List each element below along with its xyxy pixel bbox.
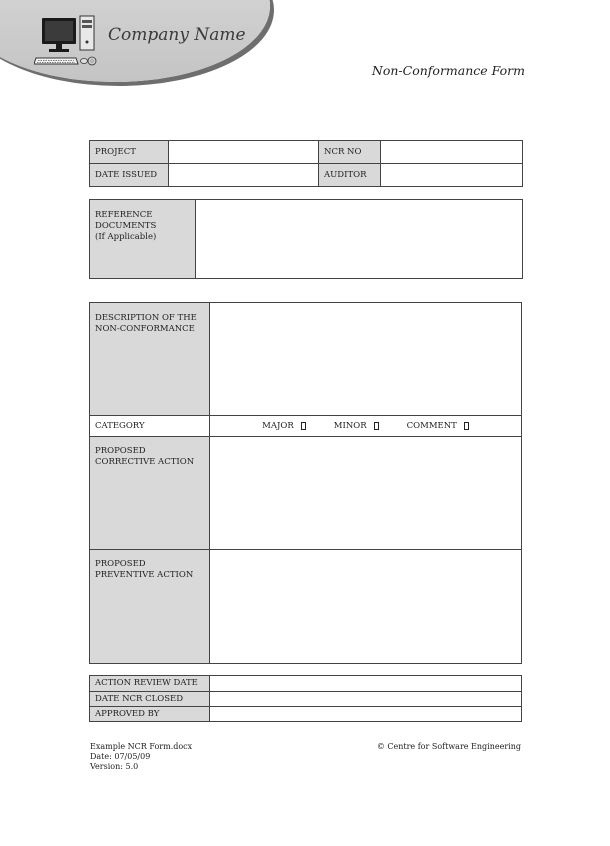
reference-sublabel: (If Applicable) [95,232,157,242]
review-table [89,675,522,722]
category-comment-label: COMMENT [406,420,457,431]
preventive-action-label: PROPOSED PREVENTIVE ACTION [90,550,210,664]
category-comment[interactable] [407,421,469,432]
major-checkbox[interactable] [301,422,306,430]
category-major[interactable] [262,421,306,432]
comment-checkbox[interactable] [464,422,469,430]
approved-by-field[interactable] [210,707,522,722]
project-field[interactable] [169,141,319,164]
project-label: PROJECT [90,141,169,164]
action-review-date-field[interactable] [210,676,522,692]
date-issued-label: DATE ISSUED [90,164,169,187]
minor-checkbox[interactable] [374,422,379,430]
footer-filename: Example NCR Form.docx [90,742,193,751]
corrective-action-field[interactable] [210,437,522,550]
date-ncr-closed-label: DATE NCR CLOSED [90,692,210,707]
auditor-field[interactable] [381,164,523,187]
ncr-no-label: NCR NO [319,141,381,164]
computer-logo-icon [34,14,100,70]
footer-version: Version: 5.0 [90,762,139,771]
reference-label-text: REFERENCE DOCUMENTS [95,210,157,231]
date-ncr-closed-field[interactable] [210,692,522,707]
footer-date: Date: 07/05/09 [90,752,151,761]
category-label: CATEGORY [90,416,210,437]
description-field[interactable] [210,303,522,416]
category-options [210,416,522,437]
date-issued-field[interactable] [169,164,319,187]
reference-documents-field[interactable] [196,200,523,279]
auditor-label: AUDITOR [319,164,381,187]
corrective-action-label: PROPOSED CORRECTIVE ACTION [90,437,210,550]
preventive-action-field[interactable] [210,550,522,664]
ncr-no-field[interactable] [381,141,523,164]
description-label: DESCRIPTION OF THE NON-CONFORMANCE [90,303,210,416]
form-title: Non-Conformance Form [371,63,525,78]
approved-by-label: APPROVED BY [90,707,210,722]
footer-copyright: © Centre for Software Engineering [376,742,521,751]
reference-table [89,199,523,279]
category-minor[interactable] [334,421,379,432]
category-minor-label: MINOR [333,420,367,431]
category-major-label: MAJOR [262,420,294,431]
action-review-date-label: ACTION REVIEW DATE [90,676,210,692]
reference-documents-label [90,200,196,279]
project-info-table [89,140,523,187]
nonconformance-table [89,302,522,664]
company-name: Company Name [108,25,246,45]
footer-document-info [90,742,192,772]
